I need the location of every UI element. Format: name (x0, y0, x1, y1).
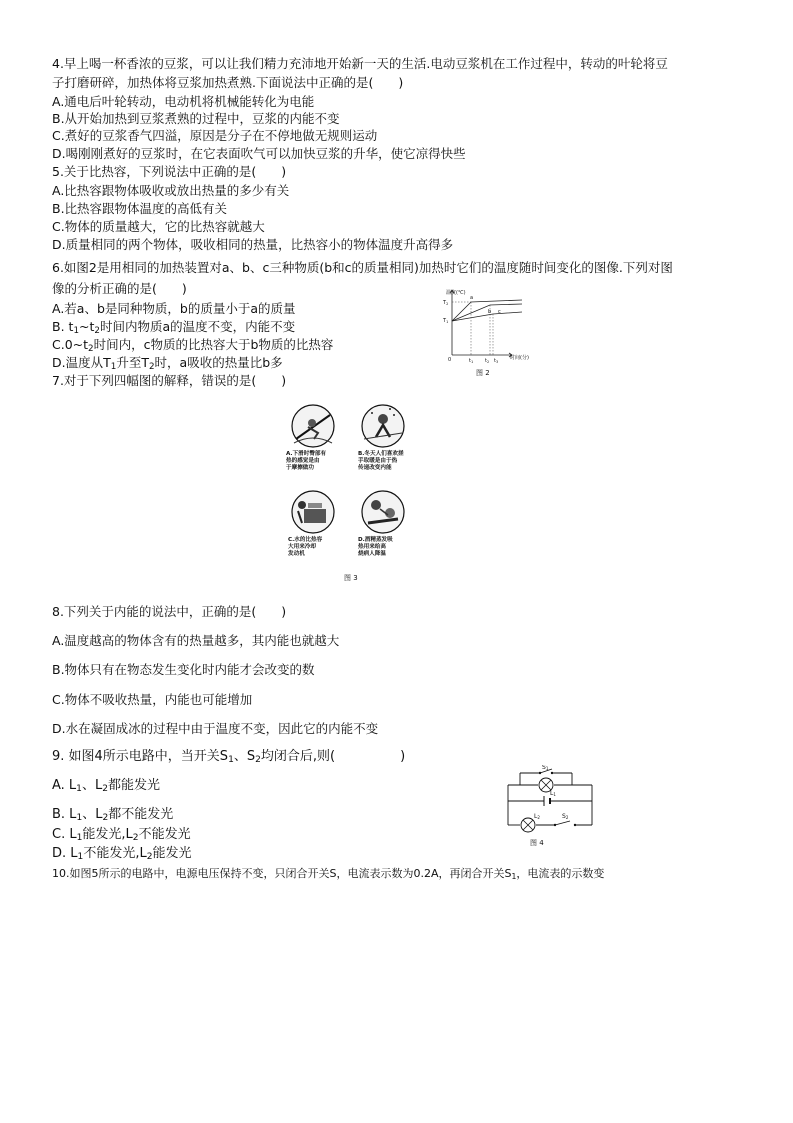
panel-a-line2: 热的感觉是由 (286, 458, 320, 464)
panel-b-line2: 手取暖是由于热 (358, 458, 398, 464)
q7-stem: 7.对于下列四幅图的解释，错误的是( ) (52, 373, 287, 388)
q6-option-b-sub1: 1 (73, 326, 80, 336)
panel-d-line2: 热用来给高 (358, 544, 386, 550)
graph-T1-main: T (443, 318, 447, 324)
slide-scene-icon (290, 403, 336, 449)
panel-c-line3: 发动机 (288, 551, 305, 557)
switch-S1-pivot (539, 772, 541, 774)
q9-option-a-mid: 、L (81, 778, 103, 793)
q9-option-a (52, 776, 160, 799)
q4-option-a: A.通电后叶轮转动，电动机将机械能转化为电能 (52, 94, 315, 109)
q9-option-d-mid: 不能发光,L (83, 846, 147, 861)
panel-c-line1: C.水的比热容 (288, 537, 323, 543)
q4-option-b: B.从开始加热到豆浆煮熟的过程中，豆浆的内能不变 (52, 111, 340, 126)
graph-T2 (442, 300, 448, 306)
q6-option-c-pre: C.0~t (52, 337, 89, 352)
figure-3-panel-a (280, 403, 350, 483)
panel-c-line2: 大用来冷却 (288, 544, 316, 550)
label-L1-main: L (550, 790, 554, 797)
graph-t2-sub: 2 (486, 360, 490, 364)
q10-sub: 1 (511, 872, 517, 881)
q6-option-b-sub2: 2 (94, 326, 100, 336)
panel-b-text (358, 451, 404, 472)
q9-option-d-sub1: 1 (77, 852, 84, 862)
q9-option-b-mid: 、L (82, 807, 103, 822)
q9-option-c-post: 不能发光 (138, 827, 191, 842)
q6-option-c-sub: 2 (88, 344, 94, 354)
label-L2 (534, 813, 540, 820)
graph-label-b: b (488, 309, 492, 315)
q9-stem-s1: 1 (228, 755, 234, 765)
q8-option-d: D.水在凝固成冰的过程中由于温度不变，因此它的内能不变 (52, 721, 379, 736)
graph-T2-main: T (443, 300, 447, 306)
q4-option-c: C.煮好的豆浆香气四溢，原因是分子在不停地做无规则运动 (52, 128, 378, 143)
q10-stem (52, 864, 604, 886)
panel-a-text (286, 451, 326, 472)
label-S2 (562, 813, 569, 820)
q4-stem-line2: 子打磨研碎，加热体将豆浆加热煮熟.下面说法中正确的是( ) (52, 75, 404, 90)
q10-post: ，电流表的示数变 (516, 867, 605, 880)
panel-d-line1: D.酒精蒸发吸 (358, 537, 393, 543)
q6-option-c-post: 时间内，c物质的比热容大于b物质的比热容 (93, 337, 334, 352)
lamp-L2-icon (521, 818, 535, 832)
q6-option-b-post: 时间内物质a的温度不变，内能不变 (99, 319, 296, 334)
figure-3-panel-c (280, 489, 350, 569)
graph-t2 (485, 358, 489, 364)
graph-origin: 0 (448, 357, 452, 363)
figure-3-caption: 图 3 (344, 574, 358, 582)
label-S1 (542, 765, 549, 771)
q4-stem-line1: 4.早上喝一杯香浓的豆浆，可以让我们精力充沛地开始新一天的生活.电动豆浆机在工作过程中，转动的叶轮将豆 (52, 56, 668, 71)
panel-d-line3: 烧病人降温 (358, 551, 386, 557)
graph-label-a: a (470, 295, 474, 301)
q9-option-d-sub2: 2 (146, 852, 153, 862)
q5-stem: 5.关于比热容，下列说法中正确的是( ) (52, 164, 287, 179)
q9-option-b-pre: B. L (52, 807, 77, 822)
graph-ylabel: 温度(℃) (446, 290, 466, 296)
graph-t1-main: t (469, 358, 471, 364)
q9-option-a-post: 都能发光 (108, 778, 161, 793)
panel-a-line1: A.下滑时臀部有 (286, 451, 327, 457)
graph-T1 (442, 318, 448, 324)
panel-c-text (288, 537, 322, 558)
q6-option-a: A.若a、b是同种物质，b的质量小于a的质量 (52, 301, 296, 316)
q9-option-c-mid: 能发光,L (82, 827, 133, 842)
q6-option-d-post: 时，a吸收的热量比b多 (154, 355, 283, 370)
curve-a (452, 300, 522, 321)
q8-option-a: A.温度越高的物体含有的热量越多，其内能也就越大 (52, 633, 340, 648)
q6-option-d-sub1: 1 (110, 362, 117, 372)
q9-option-a-sub2: 2 (102, 784, 109, 794)
q9-option-b-post: 都不能发光 (108, 807, 174, 822)
graph-xlabel: 时间(分) (510, 355, 529, 361)
q8-stem: 8.下列关于内能的说法中，正确的是( ) (52, 604, 287, 619)
figure-3-panel-d (356, 489, 426, 569)
graph-t2-main: t (485, 358, 487, 364)
label-S1-sub: 1 (545, 766, 549, 771)
label-S1-main: S (542, 765, 546, 771)
q9-stem-pre: 9. 如图4所示电路中，当开关S (52, 749, 229, 764)
label-S2-sub: 2 (565, 815, 569, 820)
panel-b-line3: 传递改变内能 (358, 465, 392, 471)
graph-t1-sub: 1 (470, 360, 474, 364)
q8-option-c: C.物体不吸收热量，内能也可能增加 (52, 692, 253, 707)
figure-3 (276, 403, 426, 578)
graph-t1 (469, 358, 473, 364)
switch-S2-blade (555, 821, 570, 825)
q8-option-b: B.物体只有在物态发生变化时内能才会改变的数 (52, 662, 315, 677)
q9-option-c-pre: C. L (52, 827, 77, 842)
q9-option-a-sub1: 1 (76, 784, 82, 794)
label-L2-sub: 2 (537, 815, 540, 820)
graph-t3-sub: 3 (495, 360, 499, 364)
graph-t3-main: t (494, 358, 496, 364)
q9-stem-post: 均闭合后,则( ) (260, 749, 406, 764)
q4-option-d: D.喝刚刚煮好的豆浆时，在它表面吹气可以加快豆浆的升华，使它凉得快些 (52, 146, 466, 161)
figure-4-circuit (500, 765, 600, 845)
q9-stem (52, 747, 405, 770)
q6-option-d-pre: D.温度从T (52, 355, 111, 370)
q6-stem-line1: 6.如图2是用相同的加热装置对a、b、c三种物质(b和c的质量相同)加热时它们的温度随时间变化的图像.下列对图 (52, 260, 673, 275)
q6-option-b-pre: B. t (52, 319, 74, 334)
q9-stem-s2: 2 (255, 755, 261, 765)
label-L1 (550, 790, 556, 797)
figure-2-caption: 图 2 (476, 369, 490, 377)
engine-scene-icon (290, 489, 336, 535)
graph-t3 (494, 358, 498, 364)
label-L2-main: L (534, 813, 538, 820)
q5-option-a: A.比热容跟物体吸收或放出热量的多少有关 (52, 183, 290, 198)
q9-option-b-sub2: 2 (102, 813, 109, 823)
graph-label-c: c (498, 309, 501, 315)
q5-option-c: C.物体的质量越大，它的比热容就越大 (52, 219, 265, 234)
label-L1-sub: 1 (553, 792, 556, 797)
panel-d-text (358, 537, 393, 558)
q5-option-d: D.质量相同的两个物体，吸收相同的热量，比热容小的物体温度升高得多 (52, 237, 454, 252)
panel-b-line1: B.冬天人们喜欢搓 (358, 451, 404, 457)
q10-pre: 10.如图5所示的电路中，电源电压保持不变，只闭合开关S，电流表示数为0.2A，再闭合开关S (52, 867, 512, 880)
q9-option-a-pre: A. L (52, 778, 77, 793)
panel-a-line3: 于摩擦做功 (286, 465, 314, 471)
q9-option-c-sub2: 2 (132, 833, 139, 843)
figure-3-panel-b (356, 403, 426, 483)
graph-T2-sub: 2 (446, 302, 449, 306)
q9-stem-mid: 、S (233, 749, 256, 764)
q9-option-c-sub1: 1 (76, 833, 83, 843)
label-S2-main: S (562, 813, 566, 820)
q6-option-d-mid: 升至T (116, 355, 149, 370)
q9-option-d-pre: D. L (52, 846, 78, 861)
q6-stem-line2: 像的分析正确的是( ) (52, 281, 187, 296)
winter-scene-icon (360, 403, 406, 449)
q9-option-b-sub1: 1 (76, 813, 83, 823)
figure-4-caption: 图 4 (530, 839, 544, 847)
graph-T1-sub: 1 (446, 320, 449, 324)
patient-scene-icon (360, 489, 406, 535)
q5-option-b: B.比热容跟物体温度的高低有关 (52, 201, 228, 216)
q6-option-b-mid: ~t (79, 319, 95, 334)
q6-option-d-sub2: 2 (148, 362, 155, 372)
q9-option-d-post: 能发光 (152, 846, 192, 861)
